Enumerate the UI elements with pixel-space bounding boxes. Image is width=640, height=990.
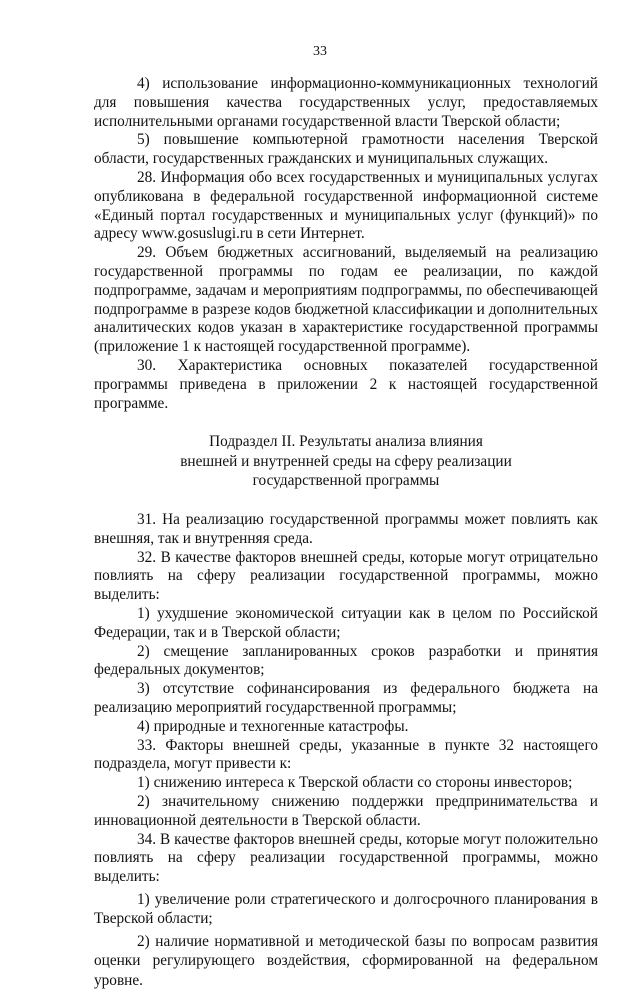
paragraph-31: 31. На реализацию государственной программы может повлиять как внешняя, так и внутренняя среда. xyxy=(94,510,598,547)
paragraph-33: 33. Факторы внешней среды, указанные в пункте 32 настоящего подраздела, могут привести к: xyxy=(94,736,598,773)
paragraph-29: 29. Объем бюджетных ассигнований, выделяемый на реализацию государственной программы по годам ее реализации, по каждой подпрограмме, задачам и мероприятиям подпрограммы, по обеспечивающей подпрограмме в разрезе кодов бюджетной классификации и дополнительных аналитических кодов указан в характеристике государственной программы (приложение 1 к настоящей государственной программе). xyxy=(94,244,598,356)
paragraph-32: 32. В качестве факторов внешней среды, которые могут отрицательно повлиять на сферу реализации государственной программы, можно выделить: xyxy=(94,548,598,604)
page-number: 33 xyxy=(313,44,327,59)
paragraph-33-item-2: 2) значительному снижению поддержки предпринимательства и инновационной деятельности в Тверской области. xyxy=(94,792,598,829)
paragraph-34: 34. В качестве факторов внешней среды, которые могут положительно повлиять на сферу реализации государственной программы, можно выделить: xyxy=(94,830,598,886)
paragraph-32-item-2: 2) смещение запланированных сроков разработки и принятия федеральных документов; xyxy=(94,642,598,679)
paragraph-34-item-2: 2) наличие нормативной и методической базы по вопросам развития оценки регулирующего воздействия, сформированной на федеральном уровне. xyxy=(94,932,598,989)
paragraph-item-5: 5) повышение компьютерной грамотности населения Тверской области, государственных гражданских и муниципальных служащих. xyxy=(94,131,598,168)
subsection-heading-line-2: внешней и внутренней среды на сферу реализации xyxy=(180,452,512,470)
paragraph-30: 30. Характеристика основных показателей государственной программы приведена в приложении 2 к настоящей государственной программе. xyxy=(94,356,598,412)
paragraph-28: 28. Информация обо всех государственных и муниципальных услугах опубликована в федеральной государственной информационной системе «Единый портал государственных и муниципальных услуг (функций)» по адресу www.gosuslugi.ru в сети Интернет. xyxy=(94,168,598,243)
document-body xyxy=(94,75,598,990)
paragraph-32-item-4: 4) природные и техногенные катастрофы. xyxy=(137,717,409,735)
paragraph-item-4: 4) использование информационно-коммуникационных технологий для повышения качества государственных услуг, предоставляемых исполнительными органами государственной власти Тверской области; xyxy=(94,75,598,130)
paragraph-34-item-1: 1) увеличение роли стратегического и долгосрочного планирования в Тверской области; xyxy=(94,890,598,928)
subsection-heading-line-3: государственной программы xyxy=(252,471,440,489)
paragraph-32-item-1: 1) ухудшение экономической ситуации как в целом по Российской Федерации, так и в Тверской области; xyxy=(94,604,598,641)
subsection-heading-line-1: Подраздел II. Результаты анализа влияния xyxy=(209,433,483,451)
paragraph-32-item-3: 3) отсутствие софинансирования из федерального бюджета на реализацию мероприятий государственной программы; xyxy=(94,680,598,716)
paragraph-33-item-1: 1) снижению интереса к Тверской области со стороны инвесторов; xyxy=(137,774,573,792)
subsection-heading xyxy=(94,432,598,490)
